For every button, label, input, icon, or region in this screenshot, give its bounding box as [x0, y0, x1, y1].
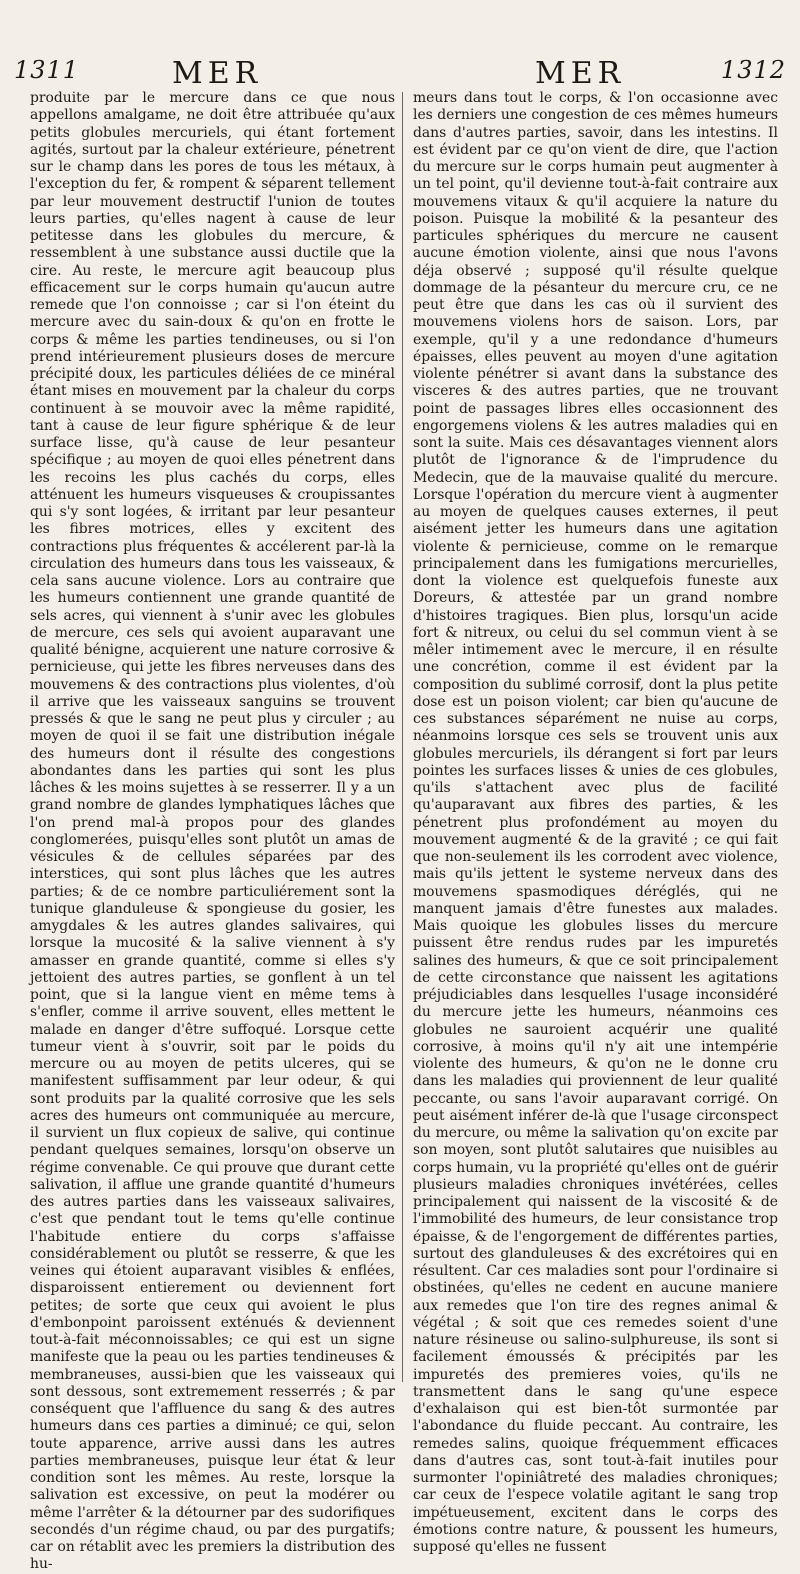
text-column-right [413, 90, 778, 1555]
page-number-right: 1312 [720, 56, 786, 84]
running-head-left: MER [172, 56, 263, 91]
text-column-left [30, 90, 395, 1573]
page-number-left: 1311 [14, 56, 80, 84]
running-head-right: MER [535, 56, 626, 91]
column-text: meurs dans tout le corps, & l'on occasionne avec les derniers une congestion de ces mêmes humeurs dans d'autres parties, savoir, dans les intestins. Il est évident par ce qu'on vient de dire, que l'action du mercure sur le corps humain peut augmenter à un tel point, qu'il devienne tout-à-fait contraire aux mouvemens vitaux & qu'il acquiere la nature du poison. Puisque la mobilité & la pesanteur des particules sphériques du mercure ne causent aucune émotion violente, ainsi que nous l'avons déja observé ; supposé qu'il résulte quelque dommage de la pésanteur du mercure cru, ce ne peut être que dans les cas où il survient des mouvemens violens hors de saison. Lors, par exemple, qu'il y a une redondance d'humeurs épaisses, elles peuvent au moyen d'une agitation violente pénétrer si avant dans la substance des visceres & des autres parties, que ne trouvant point de passages libres elles occasionnent des engorgemens violens & les autres maladies qui en sont la suite. Mais ces désavantages viennent alors plutôt de l'ignorance & de l'imprudence du Medecin, que de la mauvaise qualité du mercure. Lorsque l'opération du mercure vient à augmenter au moyen de quelques causes externes, il peut aisément jetter les humeurs dans une agitation violente & pernicieuse, comme on le remarque principalement dans les fumigations mercurielles, dont la violence est quelquefois funeste aux Doreurs, & attestée par un grand nombre d'histoires tragiques. Bien plus, lorsqu'un acide fort & nitreux, ou celui du sel commun vient à se mêler intimement avec le mercure, il en résulte une concrétion, comme il est évident par la composition du sublimé corrosif, dont la plus petite dose est un poison violent; car bien qu'aucune de ces substances séparément ne nuise au corps, néanmoins lorsque ces sels se trouvent unis aux globules mercuriels, ils dérangent si fort par leurs pointes les surfaces lisses & unies de ces globules, qu'ils s'attachent avec plus de facilité qu'auparavant aux fibres des parties, & les pénetrent plus profondément au moyen du mouvement augmenté & de la gravité ; ce qui fait que non-seulement ils les corrodent avec violence, mais qu'ils jettent le systeme nerveux dans des mouvemens spasmodiques déréglés, qui ne manquent jamais d'être funestes aux malades. Mais quoique les globules lisses du mercure puissent être rendus rudes par les impuretés salines des humeurs, & que ce soit principalement de cette circonstance que naissent les agitations préjudiciables dans lesquelles l'usage inconsidéré du mercure jette les humeurs, néanmoins ces globules ne sauroient acquérir une qualité corrosive, à moins qu'il n'y ait une intempérie violente des humeurs, & qu'on ne le donne cru dans les maladies qui proviennent de leur qualité peccante, ou sans l'avoir auparavant corrigé. On peut aisément inférer de-là que l'usage circonspect du mercure, ou même la salivation qu'on excite par son moyen, sont plutôt salutaires que nuisibles au corps humain, vu la propriété qu'elles ont de guérir plusieurs maladies chroniques invétérées, celles principalement qui naissent de la viscosité & de l'immobilité des humeurs, de leur consistance trop épaisse, & de l'engorgement de différentes parties, surtout des glanduleuses & des excrétoires qui en résultent. Car ces maladies sont pour l'ordinaire si obstinées, qu'elles ne cedent en aucune maniere aux remedes que l'on tire des regnes animal & végétal ; & soit que ces remedes soient d'une nature résineuse ou salino-sulphureuse, ils sont si facilement émoussés & précipités par les impuretés des premieres voies, qu'ils ne transmettent dans le sang qu'une espece d'exhalaison qui est bien-tôt surmontée par l'abondance du fluide peccant. Au contraire, les remedes salins, quoique fréquemment efficaces dans d'autres cas, sont tout-à-fait inutiles pour surmonter l'opiniâtreté des maladies chroniques; car ceux de l'espece volatile agitant le sang trop impétueusement, excitent dans le corps des émotions contre nature, & poussent les humeurs, supposé qu'elles ne fussent [413, 90, 778, 1555]
column-divider [402, 92, 403, 1382]
column-text: produite par le mercure dans ce que nous appellons amalgame, ne doit être attribuée qu'aux petits globules mercuriels, qui étant fortement agités, surtout par la chaleur extérieure, pénetrent sur le champ dans les pores de tous les métaux, à l'exception du fer, & rompent & séparent tellement par leur mouvement destructif l'union de toutes leurs parties, qu'elles nagent à cause de leur petitesse dans les globules du mercure, & ressemblent à une substance aussi ductile que la cire. Au reste, le mercure agit beaucoup plus efficacement sur le corps humain qu'aucun autre remede que l'on connoisse ; car si l'on éteint du mercure avec du sain-doux & qu'on en frotte le corps & même les parties tendineuses, ou si l'on prend intérieurement plusieurs doses de mercure précipité doux, les particules déliées de ce minéral étant mises en mouvement par la chaleur du corps continuent à se mouvoir avec la même rapidité, tant à cause de leur figure sphérique & de leur surface lisse, qu'à cause de leur pesanteur spécifique ; au moyen de quoi elles pénetrent dans les recoins les plus cachés du corps, elles atténuent les humeurs visqueuses & croupissantes qui s'y sont logées, & irritant par leur pesanteur les fibres motrices, elles y excitent des contractions plus fréquentes & accélerent par-là la circulation des humeurs dans tous les vaisseaux, & cela sans aucune violence. Lors au contraire que les humeurs contiennent une grande quantité de sels acres, qui viennent à s'unir avec les globules de mercure, ces sels qui avoient auparavant une qualité bénigne, acquierent une nature corrosive & pernicieuse, qui jette les fibres nerveuses dans des mouvemens & des contractions plus violentes, d'où il arrive que les vaisseaux sanguins se trouvent pressés & que le sang ne peut plus y circuler ; au moyen de quoi il se fait une distribution inégale des humeurs dont il résulte des congestions abondantes dans les parties qui sont les plus lâches & les moins sujettes à se resserrer. Il y a un grand nombre de glandes lymphatiques lâches que l'on prend mal-à propos pour des glandes conglomerées, puisqu'elles sont plutôt un amas de vésicules & de cellules séparées par des interstices, qui sont plus lâches que les autres parties; & de ce nombre particuliérement sont la tunique glanduleuse & spongieuse du gosier, les amygdales & les autres glandes salivaires, qui lorsque la mucosité & la salive viennent à s'y amasser en grande quantité, comme si elles s'y jettoient des autres parties, se gonflent à un tel point, que si la langue vient en même tems à s'enfler, comme il arrive souvent, elles mettent le malade en danger d'être suffoqué. Lorsque cette tumeur vient à s'ouvrir, soit par le poids du mercure ou au moyen de petits ulceres, qui se manifestent suffisamment par leur odeur, & qui sont produits par la qualité corrosive que les sels acres des humeurs ont communiquée au mercure, il survient un flux copieux de salive, qui continue pendant quelques semaines, lorsqu'on observe un régime convenable. Ce qui prouve que durant cette salivation, il afflue une grande quantité d'humeurs des autres parties dans les vaisseaux salivaires, c'est que pendant tout le tems qu'elle continue l'habitude entiere du corps s'affaisse considérablement ou plutôt se resserre, & que les veines qui étoient auparavant visibles & enflées, disparoissent entierement ou deviennent fort petites; de sorte que ceux qui avoient le plus d'embonpoint paroissent exténués & deviennent tout-à-fait méconnoissables; ce qui est un signe manifeste que la peau ou les parties tendineuses & membraneuses, aussi-bien que les vaisseaux qui sont dessous, sont extremement resserrés ; & par conséquent que l'affluence du sang & des autres humeurs dans ces parties a diminué; ce qui, selon toute apparence, arrive aussi dans les autres parties membraneuses, puisque leur état & leur condition sont les mêmes. Au reste, lorsque la salivation est excessive, on peut la modérer ou même l'arrêter & la détourner par des sudorifiques secondés d'un régime chaud, ou par des purgatifs; car on rétablit avec les premiers la distribution des hu- [30, 90, 395, 1573]
